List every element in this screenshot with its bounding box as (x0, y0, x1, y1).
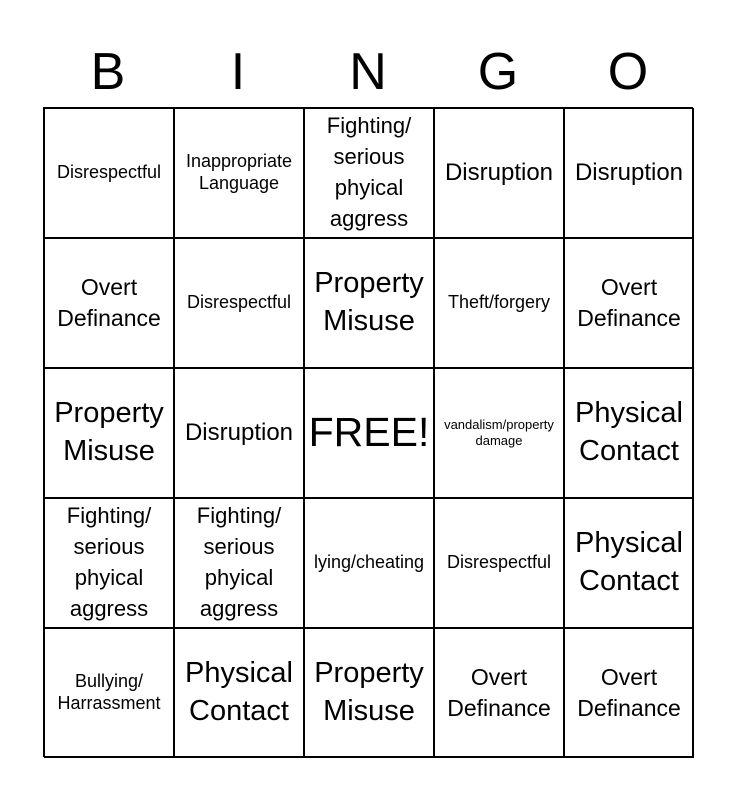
bingo-cell[interactable]: Physical Contact (564, 368, 694, 498)
bingo-grid (43, 107, 693, 757)
header-letter-g: G (477, 43, 519, 101)
bingo-cell[interactable]: Physical Contact (174, 628, 304, 758)
bingo-cell[interactable]: Fighting/ serious phyical aggress (304, 108, 434, 238)
bingo-cell[interactable]: vandalism/property damage (434, 368, 564, 498)
header-letter-b: B (90, 43, 126, 101)
bingo-cell[interactable]: Disruption (174, 368, 304, 498)
bingo-cell[interactable]: Disruption (564, 108, 694, 238)
bingo-cell[interactable]: Theft/forgery (434, 238, 564, 368)
bingo-cell[interactable]: Physical Contact (564, 498, 694, 628)
bingo-cell[interactable]: Overt Definance (564, 238, 694, 368)
bingo-cell[interactable]: Overt Definance (44, 238, 174, 368)
bingo-cell[interactable]: Property Misuse (44, 368, 174, 498)
header-letter-o: O (607, 43, 649, 101)
free-cell[interactable]: FREE! (304, 368, 434, 498)
bingo-cell[interactable]: Property Misuse (304, 628, 434, 758)
bingo-cell[interactable]: Property Misuse (304, 238, 434, 368)
bingo-cell[interactable]: Disrespectful (434, 498, 564, 628)
bingo-cell[interactable]: Overt Definance (564, 628, 694, 758)
bingo-header (43, 40, 693, 104)
bingo-cell[interactable]: Inappropriate Language (174, 108, 304, 238)
header-letter-n: N (349, 43, 387, 101)
bingo-cell[interactable]: lying/cheating (304, 498, 434, 628)
bingo-cell[interactable]: Disrespectful (44, 108, 174, 238)
header-letter-i: I (230, 43, 246, 101)
bingo-cell[interactable]: Disruption (434, 108, 564, 238)
bingo-cell[interactable]: Fighting/ serious phyical aggress (174, 498, 304, 628)
bingo-cell[interactable]: Overt Definance (434, 628, 564, 758)
bingo-cell[interactable]: Bullying/ Harrassment (44, 628, 174, 758)
bingo-cell[interactable]: Disrespectful (174, 238, 304, 368)
bingo-cell[interactable]: Fighting/ serious phyical aggress (44, 498, 174, 628)
